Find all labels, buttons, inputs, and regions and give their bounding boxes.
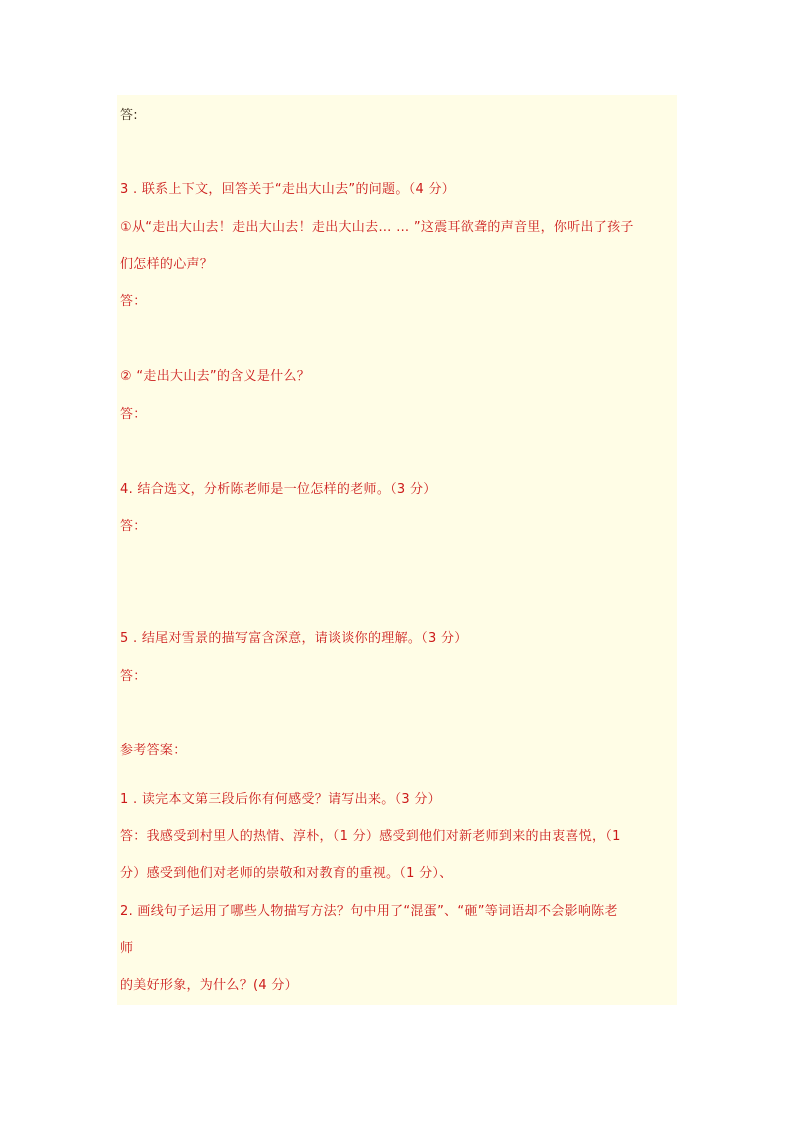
question-5-title: 5 . 结尾对雪景的描写富含深意，请谈谈你的理解。（3 分） xyxy=(120,631,468,646)
question-3-title: 3 . 联系上下文，回答关于“走出大山去”的问题。（4 分） xyxy=(120,182,456,197)
answer-1-line-1: 答：我感受到村里人的热情、淳朴，（1 分）感受到他们对新老师到来的由衷喜悦，（1 xyxy=(120,829,621,844)
question-3-part-1-line-1: ①从“走出大山去！走出大山去！走出大山去… … ”这震耳欲聋的声音里，你听出了孩子 xyxy=(120,220,634,235)
question-4-title: 4. 结合选文，分析陈老师是一位怎样的老师。（3 分） xyxy=(120,482,437,497)
answer-label-q5: 答： xyxy=(120,669,147,684)
answer-label-q3-1: 答： xyxy=(120,294,147,309)
answer-2-question-line-2: 师 xyxy=(120,941,134,956)
answer-1-question: 1 . 读完本文第三段后你有何感受？请写出来。（3 分） xyxy=(120,792,441,807)
reference-answers-heading: 参考答案： xyxy=(120,743,187,758)
answer-1-line-2: 分）感受到他们对老师的崇敬和对教育的重视。（1 分）、 xyxy=(120,866,453,881)
answer-label-prev: 答: xyxy=(120,108,138,123)
answer-2-question-line-1: 2. 画线句子运用了哪些人物描写方法？句中用了“混蛋”、“砸”等词语却不会影响陈老 xyxy=(120,904,618,919)
question-3-part-2: ② “走出大山去”的含义是什么？ xyxy=(120,369,311,384)
question-3-part-1-line-2: 们怎样的心声？ xyxy=(120,257,214,272)
answer-2-question-line-3: 的美好形象，为什么？(4 分） xyxy=(120,978,298,993)
answer-label-q3-2: 答： xyxy=(120,407,147,422)
answer-label-q4: 答： xyxy=(120,519,147,534)
